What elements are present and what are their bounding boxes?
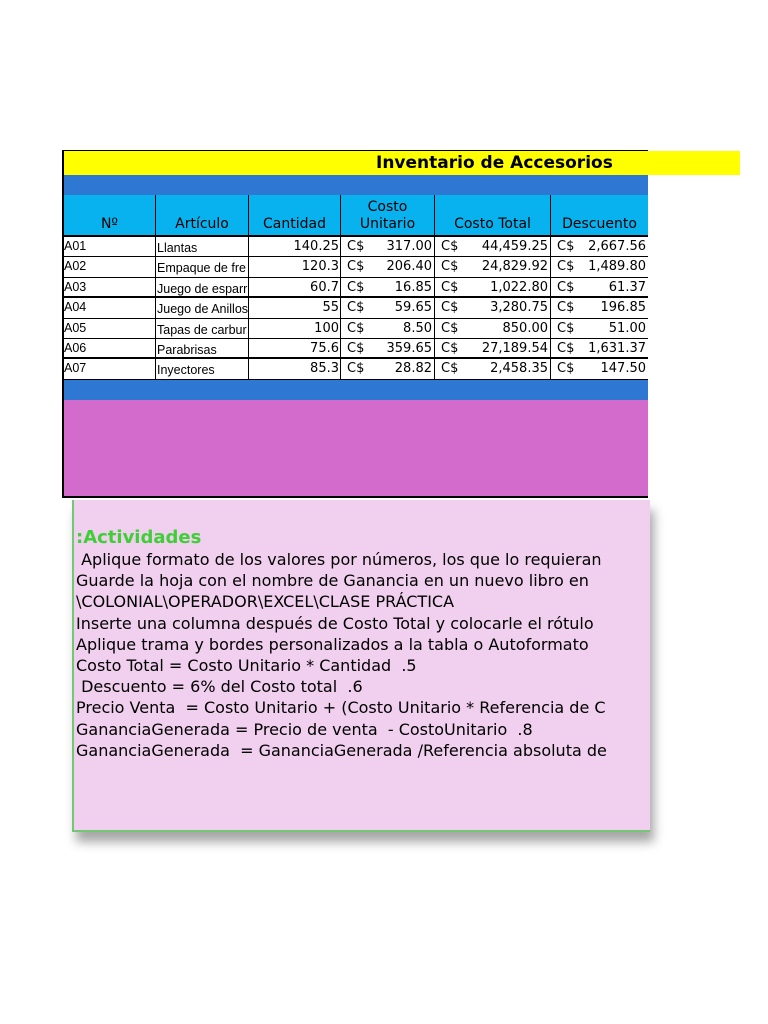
activity-line: Aplique trama y bordes personalizados a la tabla o Autoformato bbox=[76, 634, 589, 654]
cell-value: 147.50 bbox=[600, 361, 646, 377]
cell-descuento[interactable] bbox=[551, 278, 648, 296]
cell-costo-total[interactable] bbox=[435, 237, 551, 256]
cell-costo-total[interactable] bbox=[435, 278, 551, 296]
currency-symbol: C$ bbox=[347, 259, 365, 275]
header-descuento[interactable]: Descuento bbox=[551, 195, 648, 237]
header-costo-total[interactable]: Costo Total bbox=[435, 195, 551, 237]
activity-line: Inserte una columna después de Costo Total y colocarle el rótulo bbox=[76, 613, 594, 633]
cell-articulo[interactable]: Llantas bbox=[156, 237, 249, 256]
cell-value: 206.40 bbox=[386, 259, 432, 275]
cell-value: 850.00 bbox=[502, 320, 548, 336]
cell-value: 16.85 bbox=[394, 279, 432, 295]
cell-value: 44,459.25 bbox=[481, 239, 548, 254]
table-row bbox=[64, 257, 648, 277]
header-costo-unitario[interactable]: Costo Unitario bbox=[341, 195, 435, 237]
table-body bbox=[64, 237, 648, 380]
cell-cantidad[interactable]: 85.3 bbox=[249, 359, 341, 378]
cell-value: 196.85 bbox=[600, 300, 646, 316]
cell-descuento[interactable] bbox=[551, 237, 648, 256]
currency-symbol: C$ bbox=[441, 279, 459, 295]
cell-value: 8.50 bbox=[403, 320, 432, 336]
header-row bbox=[64, 195, 648, 237]
cell-costo-total[interactable] bbox=[435, 339, 551, 357]
activity-line: GananciaGenerada = Precio de venta - CostoUnitario .8 bbox=[76, 719, 533, 739]
cell-articulo[interactable]: Inyectores bbox=[156, 359, 249, 378]
activity-line: Costo Total = Costo Unitario * Cantidad .5 bbox=[76, 656, 417, 676]
table-row bbox=[64, 237, 648, 257]
cell-descuento[interactable] bbox=[551, 319, 648, 338]
activity-line: Guarde la hoja con el nombre de Ganancia en un nuevo libro en bbox=[76, 571, 589, 591]
cell-value: 1,631.37 bbox=[588, 340, 646, 356]
currency-symbol: C$ bbox=[557, 279, 575, 295]
activity-line: Aplique formato de los valores por números, los que lo requieran bbox=[76, 550, 602, 569]
activity-line: GananciaGenerada = GananciaGenerada /Referencia absoluta de bbox=[76, 740, 607, 760]
header-no[interactable]: Nº bbox=[64, 195, 156, 237]
cell-descuento[interactable] bbox=[551, 298, 648, 317]
cell-id[interactable]: A06 bbox=[64, 339, 156, 357]
table-row bbox=[64, 278, 648, 298]
cell-id[interactable]: A07 bbox=[64, 359, 156, 378]
cell-articulo[interactable]: Juego de esparr bbox=[156, 278, 249, 296]
cell-cantidad[interactable]: 75.6 bbox=[249, 339, 341, 357]
cell-value: 2,458.35 bbox=[490, 361, 548, 377]
cell-id[interactable]: A03 bbox=[64, 278, 156, 296]
currency-symbol: C$ bbox=[557, 340, 575, 356]
cell-value: 1,489.80 bbox=[588, 259, 646, 275]
currency-symbol: C$ bbox=[347, 361, 365, 377]
cell-articulo[interactable]: Parabrisas bbox=[156, 339, 249, 357]
cell-cantidad[interactable]: 140.25 bbox=[249, 237, 341, 256]
currency-symbol: C$ bbox=[441, 320, 459, 336]
cell-costo-unitario[interactable] bbox=[341, 257, 435, 276]
currency-symbol: C$ bbox=[347, 239, 365, 254]
currency-symbol: C$ bbox=[441, 361, 459, 377]
activity-line: Descuento = 6% del Costo total .6 bbox=[76, 677, 363, 697]
blue-band-bottom bbox=[64, 380, 648, 400]
cell-value: 28.82 bbox=[394, 361, 432, 377]
cell-costo-unitario[interactable] bbox=[341, 237, 435, 256]
purple-area bbox=[64, 400, 648, 496]
cell-value: 1,022.80 bbox=[490, 279, 548, 295]
activity-line: Precio Venta = Costo Unitario + (Costo Unitario * Referencia de C bbox=[76, 698, 606, 718]
cell-costo-total[interactable] bbox=[435, 257, 551, 276]
cell-value: 27,189.54 bbox=[481, 340, 548, 356]
cell-value: 359.65 bbox=[386, 340, 432, 356]
cell-value: 51.00 bbox=[608, 320, 646, 336]
cell-value: 2,667.56 bbox=[588, 239, 646, 254]
currency-symbol: C$ bbox=[347, 340, 365, 356]
cell-cantidad[interactable]: 55 bbox=[249, 298, 341, 317]
cell-id[interactable]: A04 bbox=[64, 298, 156, 317]
cell-value: 3,280.75 bbox=[490, 300, 548, 316]
activity-line: \COLONIAL\OPERADOR\EXCEL\CLASE PRÁCTICA bbox=[76, 592, 455, 612]
cell-costo-unitario[interactable] bbox=[341, 319, 435, 338]
cell-descuento[interactable] bbox=[551, 339, 648, 357]
cell-value: 59.65 bbox=[394, 300, 432, 316]
cell-id[interactable]: A02 bbox=[64, 257, 156, 276]
cell-cantidad[interactable]: 120.3 bbox=[249, 257, 341, 276]
currency-symbol: C$ bbox=[347, 300, 365, 316]
currency-symbol: C$ bbox=[441, 259, 459, 275]
header-articulo[interactable]: Artículo bbox=[156, 195, 249, 237]
currency-symbol: C$ bbox=[347, 279, 365, 295]
currency-symbol: C$ bbox=[441, 239, 459, 254]
cell-id[interactable]: A01 bbox=[64, 237, 156, 256]
activities-list bbox=[76, 549, 648, 761]
table-title: Inventario de Accesorios bbox=[376, 153, 613, 173]
cell-cantidad[interactable]: 60.7 bbox=[249, 278, 341, 296]
cell-costo-unitario[interactable] bbox=[341, 298, 435, 317]
currency-symbol: C$ bbox=[347, 320, 365, 336]
cell-costo-unitario[interactable] bbox=[341, 339, 435, 357]
currency-symbol: C$ bbox=[441, 340, 459, 356]
cell-descuento[interactable] bbox=[551, 359, 648, 378]
cell-value: 317.00 bbox=[386, 239, 432, 254]
cell-costo-total[interactable] bbox=[435, 319, 551, 338]
currency-symbol: C$ bbox=[557, 300, 575, 316]
cell-costo-unitario[interactable] bbox=[341, 359, 435, 378]
table-row bbox=[64, 339, 648, 359]
cell-descuento[interactable] bbox=[551, 257, 648, 276]
cell-costo-total[interactable] bbox=[435, 298, 551, 317]
blue-band-top bbox=[64, 175, 648, 195]
table-row bbox=[64, 319, 648, 339]
table-row bbox=[64, 359, 648, 379]
cell-cantidad[interactable]: 100 bbox=[249, 319, 341, 338]
cell-articulo[interactable]: Tapas de carbur bbox=[156, 319, 249, 338]
table-row bbox=[64, 298, 648, 318]
cell-costo-total[interactable] bbox=[435, 359, 551, 378]
cell-value: 61.37 bbox=[608, 279, 646, 295]
currency-symbol: C$ bbox=[557, 320, 575, 336]
cell-articulo[interactable]: Empaque de fre bbox=[156, 257, 249, 276]
currency-symbol: C$ bbox=[557, 259, 575, 275]
cell-articulo[interactable]: Juego de Anillos bbox=[156, 298, 249, 317]
cell-value: 24,829.92 bbox=[481, 259, 548, 275]
cell-costo-unitario[interactable] bbox=[341, 278, 435, 296]
currency-symbol: C$ bbox=[441, 300, 459, 316]
cell-id[interactable]: A05 bbox=[64, 319, 156, 338]
currency-symbol: C$ bbox=[557, 239, 575, 254]
activities-title: :Actividades bbox=[76, 527, 202, 548]
header-cantidad[interactable]: Cantidad bbox=[249, 195, 341, 237]
currency-symbol: C$ bbox=[557, 361, 575, 377]
